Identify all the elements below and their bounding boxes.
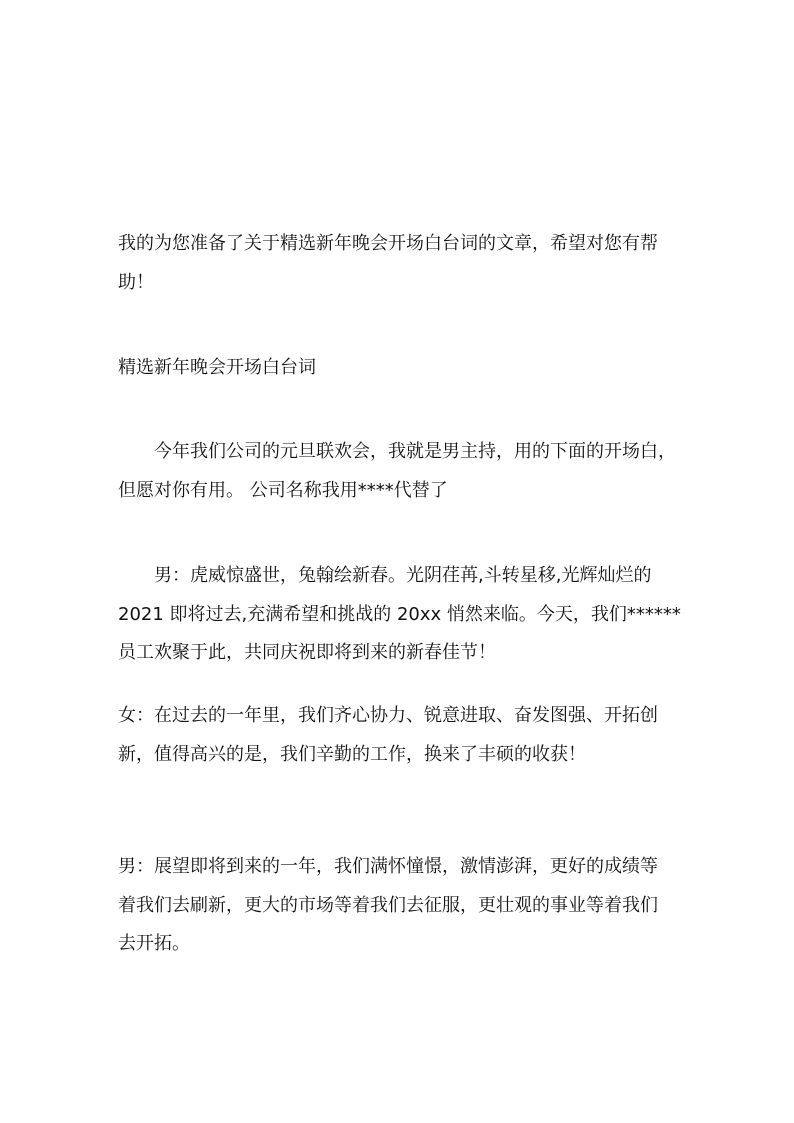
paragraph-3 [118,697,680,774]
paragraph-line: 着我们去刷新，更大的市场等着我们去征服，更壮观的事业等着我们 [118,894,658,916]
document-heading [118,349,680,388]
paragraph-line: 新，值得高兴的是，我们辛勤的工作，换来了丰硕的收获！ [118,743,586,765]
paragraph-2 [118,557,680,673]
intro-line: 我的为您准备了关于精选新年晚会开场白台词的文章，希望对您有帮 [118,233,658,254]
paragraph-line: 但愿对你有用。 公司名称我用****代替了 [118,479,448,501]
paragraph-line: 今年我们公司的元旦联欢会，我就是男主持，用的下面的开场白， [154,441,676,462]
paragraph-1 [118,433,680,510]
paragraph-line: 2021 即将过去,充满希望和挑战的 20xx 悄然来临。今天，我们****** [118,603,681,625]
paragraph-4 [118,848,680,964]
paragraph-line: 女：在过去的一年里，我们齐心协力、锐意进取、奋发图强、开拓创 [118,705,658,726]
paragraph-line: 男：虎威惊盛世，兔翰绘新春。光阴荏苒,斗转星移,光辉灿烂的 [154,565,652,586]
intro-line: 助！ [118,271,154,293]
intro-paragraph [118,225,680,302]
paragraph-line: 去开拓。 [118,933,190,954]
paragraph-line: 男：展望即将到来的一年，我们满怀憧憬，激情澎湃，更好的成绩等 [118,856,658,877]
heading-text: 精选新年晚会开场白台词 [118,357,316,378]
paragraph-line: 员工欢聚于此，共同庆祝即将到来的新春佳节！ [118,642,496,663]
